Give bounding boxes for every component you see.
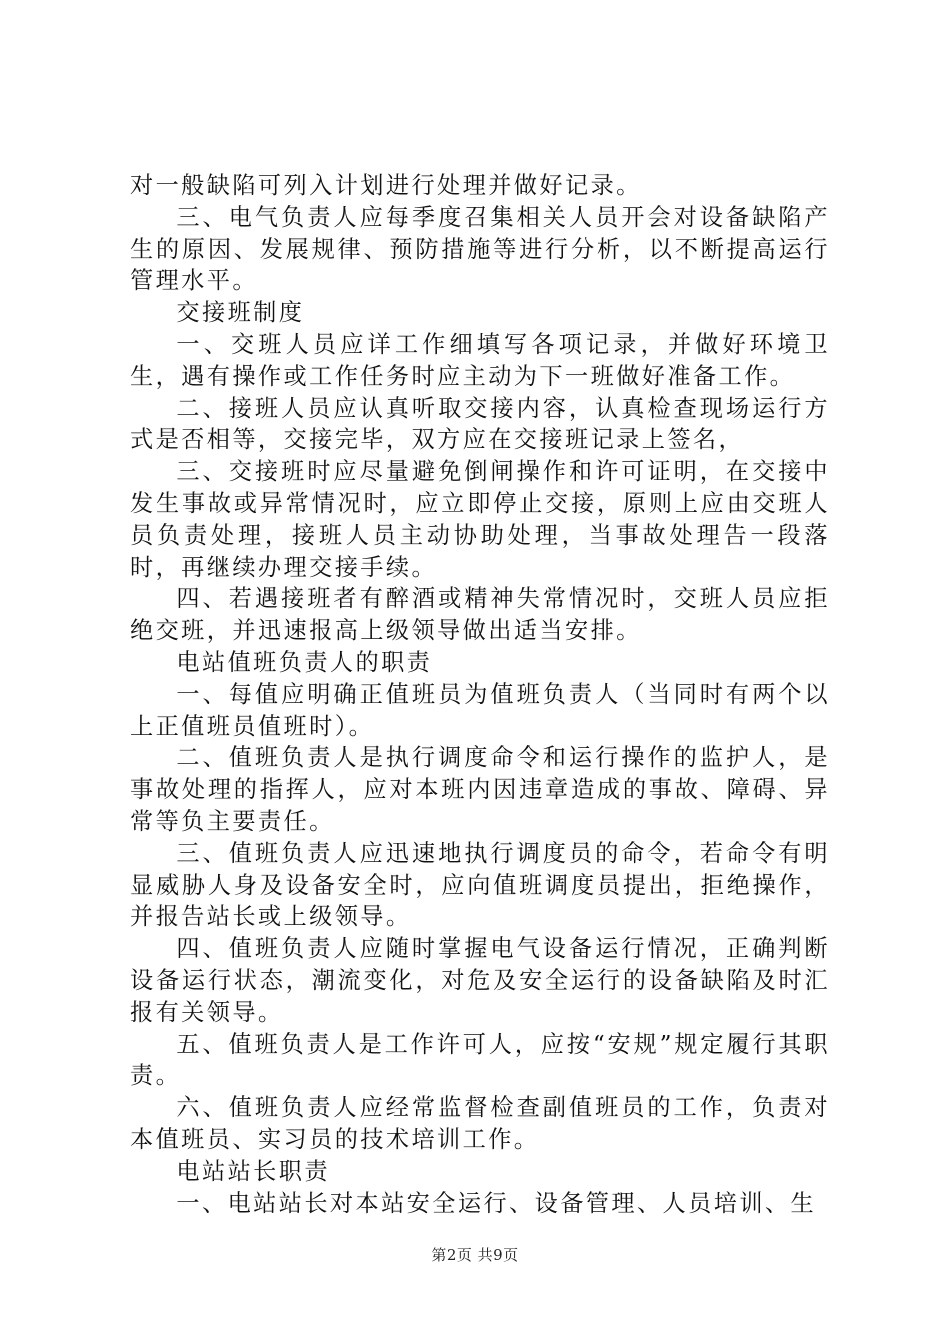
paragraph: 三、电气负责人应每季度召集相关人员开会对设备缺陷产生的原因、发展规律、预防措施等进行分析，以不断提高运行管理水平。 <box>130 203 830 295</box>
paragraph: 四、若遇接班者有醉酒或精神失常情况时，交班人员应拒绝交班，并迅速报高上级领导做出适当安排。 <box>130 585 830 645</box>
paragraph: 二、接班人员应认真听取交接内容，认真检查现场运行方式是否相等，交接完毕，双方应在交接班记录上签名， <box>130 394 830 454</box>
paragraph: 一、每值应明确正值班员为值班负责人（当同时有两个以上正值班员值班时）。 <box>130 680 830 740</box>
section-heading-shift-leader: 电站值班负责人的职责 <box>176 648 433 676</box>
paragraph: 五、值班负责人是工作许可人，应按“安规”规定履行其职责。 <box>130 1030 830 1090</box>
section-heading-station-chief: 电站站长职责 <box>176 1157 330 1185</box>
paragraph: 一、电站站长对本站安全运行、设备管理、人员培训、生 <box>176 1189 817 1217</box>
paragraph: 二、值班负责人是执行调度命令和运行操作的监护人，是事故处理的指挥人，应对本班内因违章造成的事故、障碍、异常等负主要责任。 <box>130 744 830 835</box>
paragraph: 六、值班负责人应经常监督检查副值班员的工作，负责对本值班员、实习员的技术培训工作。 <box>130 1094 830 1153</box>
document-body <box>130 170 830 1219</box>
page-number-footer: 第2页 共9页 <box>431 1246 519 1264</box>
paragraph: 四、值班负责人应随时掌握电气设备运行情况，正确判断设备运行状态，潮流变化，对危及安全运行的设备缺陷及时汇报有关领导。 <box>130 935 830 1026</box>
paragraph: 三、交接班时应尽量避免倒闸操作和许可证明，在交接中发生事故或异常情况时，应立即停止交接，原则上应由交班人员负责处理，接班人员主动协助处理，当事故处理告一段落时，再继续办理交接手续。 <box>130 458 830 581</box>
paragraph: 三、值班负责人应迅速地执行调度员的命令，若命令有明显威胁人身及设备安全时，应向值班调度员提出，拒绝操作，并报告站长或上级领导。 <box>130 839 830 931</box>
section-heading-handover: 交接班制度 <box>176 299 305 327</box>
paragraph: 一、交班人员应详工作细填写各项记录，并做好环境卫生，遇有操作或工作任务时应主动为下一班做好准备工作。 <box>130 330 830 390</box>
paragraph-continuation: 对一般缺陷可列入计划进行处理并做好记录。 <box>130 172 642 199</box>
